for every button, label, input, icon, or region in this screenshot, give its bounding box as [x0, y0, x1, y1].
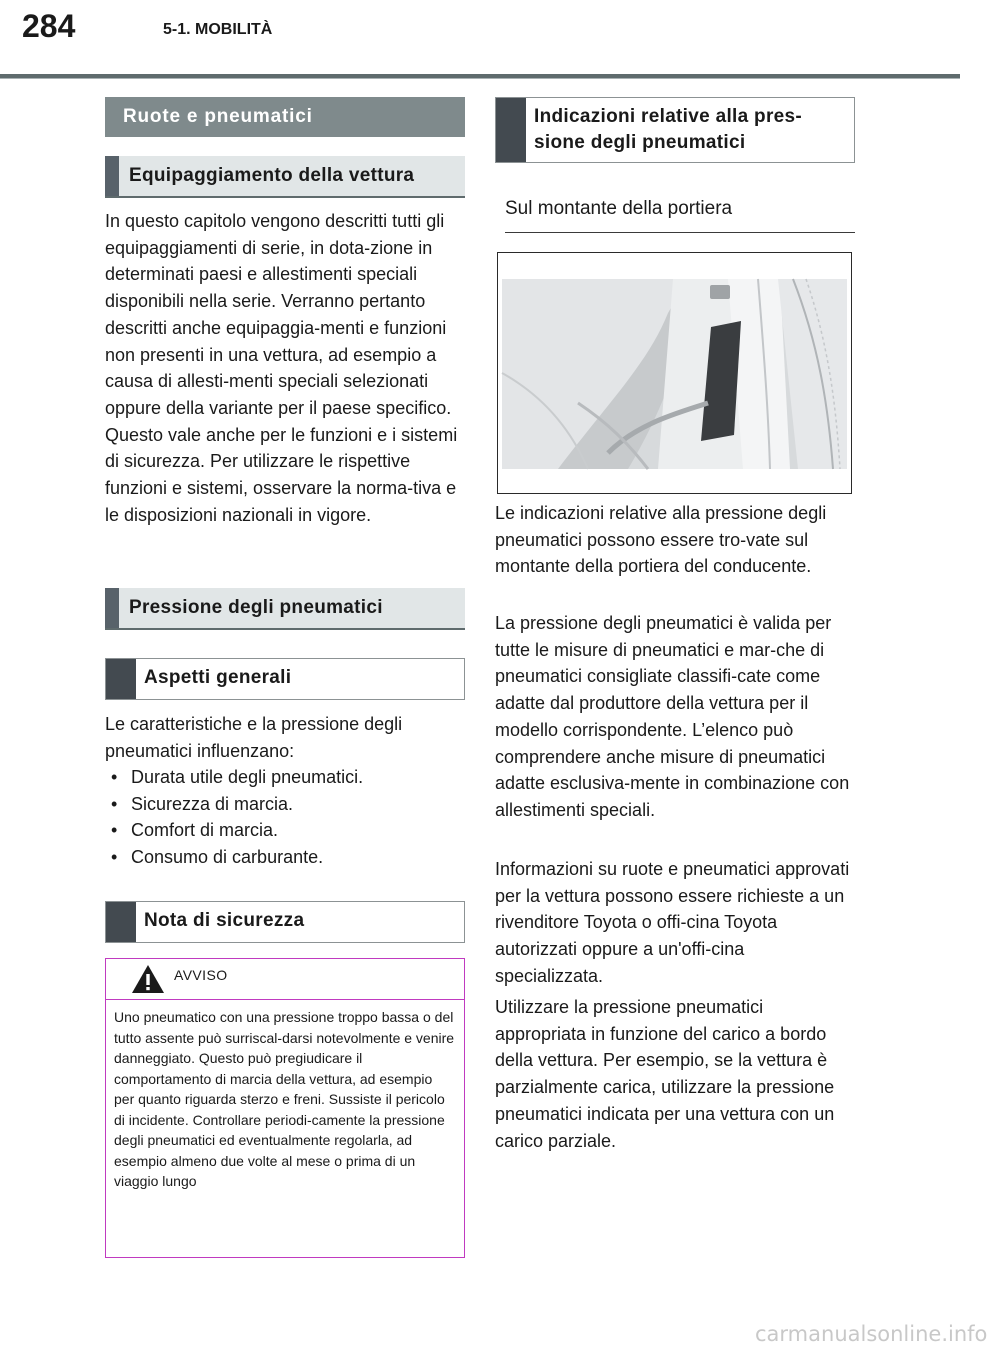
list-item: • Durata utile degli pneumatici. [105, 764, 465, 791]
warning-box [105, 958, 465, 1258]
section-label: 5-1. MOBILITÀ [163, 21, 273, 38]
pressure-heading-text: Pressione degli pneumatici [129, 597, 383, 618]
heading-dark-block [106, 659, 136, 699]
list-item: • Comfort di marcia. [105, 817, 465, 844]
pressure-heading [105, 588, 465, 630]
general-heading [105, 658, 465, 700]
chapter-title: Ruote e pneumatici [105, 97, 465, 137]
warning-header [106, 959, 464, 1000]
right-paragraph-1: Le indicazioni relative alla pressione degli pneumatici possono essere tro-vate sul montante della portiera del conducente. [495, 503, 827, 577]
watermark: carmanualsonline.info [755, 1322, 987, 1346]
heading-dark-block [496, 98, 526, 162]
general-intro: Le caratteristiche e la pressione degli pneumatici influenzano: [105, 714, 403, 761]
pressure-info-heading-text: Indicazioni relative alla pres-sione degli pneumatici [534, 106, 803, 153]
equip-heading-text: Equipaggiamento della vettura [129, 165, 415, 186]
right-paragraph-2: La pressione degli pneumatici è valida per tutte le misure di pneumatici e mar-che di pneumatici consigliate classifi-cate come adatte dal produttore della vettura per il modello corrispondente. L’elenco può comprendere anche misure di pneumatici adatte esclusiva-mente in combinazione con allestimenti speciali. [495, 613, 850, 820]
general-heading-text: Aspetti generali [144, 667, 292, 688]
page-number: 284 [22, 8, 76, 44]
warning-title: AVVISO [174, 967, 228, 983]
door-pillar-photo [497, 252, 852, 494]
right-paragraph-3: Informazioni su ruote e pneumatici approvati per la vettura possono essere richieste a un rivenditore Toyota o offi-cina Toyota autorizzati oppure a un'offi-cina specializzata. [495, 859, 850, 986]
heading-accent-bar [105, 156, 119, 196]
equip-paragraph: In questo capitolo vengono descritti tutti gli equipaggiamenti di serie, in dota-zione in determinati paesi e allestimenti speciali disponibili nella serie. Verranno pertanto descritti anche equipaggia-menti e funzioni non presenti in una vettura, ad esempio a causa di allesti-menti speciali selezionati oppure della variante per il paese specifico. Questo vale anche per le funzioni e i sistemi di sicurezza. Per utilizzare le rispettive funzioni e sistemi, osservare la norma-tiva e le disposizioni nazionali in vigore. [105, 211, 458, 525]
warning-text: Uno pneumatico con una pressione troppo bassa o del tutto assente può surriscal-darsi notevolmente e venire danneggiato. Questo può pregiudicare il comportamento di marcia della vettura, ad esempio per quanto riguarda sterzo e freni. Sussiste il pericolo di incidente. Controllare periodi-camente la pressione degli pneumatici ed eventualmente regolarla, ad esempio almeno due volte al mese o prima di un viaggio lungo [114, 1009, 455, 1189]
door-heading: Sul montante della portiera [505, 198, 855, 233]
header-divider-thin [0, 78, 960, 79]
safety-heading [105, 901, 465, 943]
list-item: • Sicurezza di marcia. [105, 791, 465, 818]
effects-list [105, 764, 465, 871]
heading-dark-block [106, 902, 136, 942]
equip-heading [105, 156, 465, 198]
pressure-info-heading [495, 97, 855, 163]
right-paragraph-4: Utilizzare la pressione pneumatici appropriata in funzione del carico a bordo della vettura. Per esempio, se la vettura è parzialmente carica, utilizzare la pressione pneumatici indicata per una vettura con un carico parziale. [495, 997, 835, 1151]
list-item: • Consumo di carburante. [105, 844, 465, 871]
warning-triangle-icon [131, 964, 165, 994]
door-pillar-illustration [498, 253, 851, 493]
safety-heading-text: Nota di sicurezza [144, 910, 305, 931]
heading-accent-bar [105, 588, 119, 628]
